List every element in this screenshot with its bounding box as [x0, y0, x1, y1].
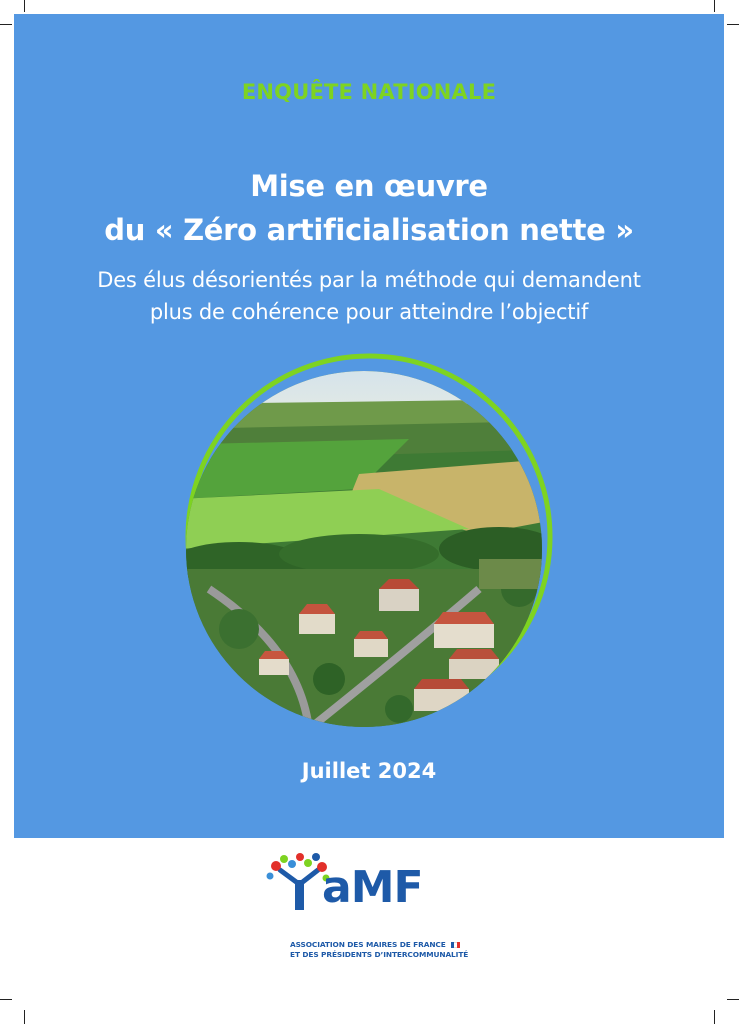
title-line-2: du « Zéro artificialisation nette » — [104, 213, 634, 247]
crop-mark — [24, 0, 25, 12]
aerial-village-image — [179, 349, 559, 729]
title-line-1: Mise en œuvre — [250, 169, 488, 203]
amf-tagline — [290, 940, 490, 959]
crop-mark — [0, 999, 12, 1000]
publication-date: Juillet 2024 — [301, 759, 437, 783]
crop-mark — [727, 999, 739, 1000]
report-title — [14, 164, 724, 252]
crop-mark — [727, 24, 739, 25]
subtitle-line-1: Des élus désorientés par la méthode qui demandent — [97, 268, 641, 292]
report-subtitle — [14, 264, 724, 328]
crop-mark — [714, 0, 715, 12]
amf-wordmark: aMF — [322, 862, 423, 913]
cover-photo — [179, 349, 559, 729]
amf-tagline-line-2: ET DES PRÉSIDENTS D’INTERCOMMUNALITÉ — [290, 949, 469, 959]
cover-panel — [14, 14, 724, 838]
crop-mark — [0, 24, 12, 25]
tree-icon — [267, 853, 330, 910]
crop-mark — [714, 1010, 715, 1024]
kicker-label: ENQUÊTE NATIONALE — [241, 80, 497, 104]
amf-tagline-line-1: ASSOCIATION DES MAIRES DE FRANCE — [290, 940, 490, 950]
crop-mark — [24, 1010, 25, 1024]
french-flag-icon — [451, 941, 460, 950]
subtitle-line-2: plus de cohérence pour atteindre l’objectif — [149, 300, 589, 324]
